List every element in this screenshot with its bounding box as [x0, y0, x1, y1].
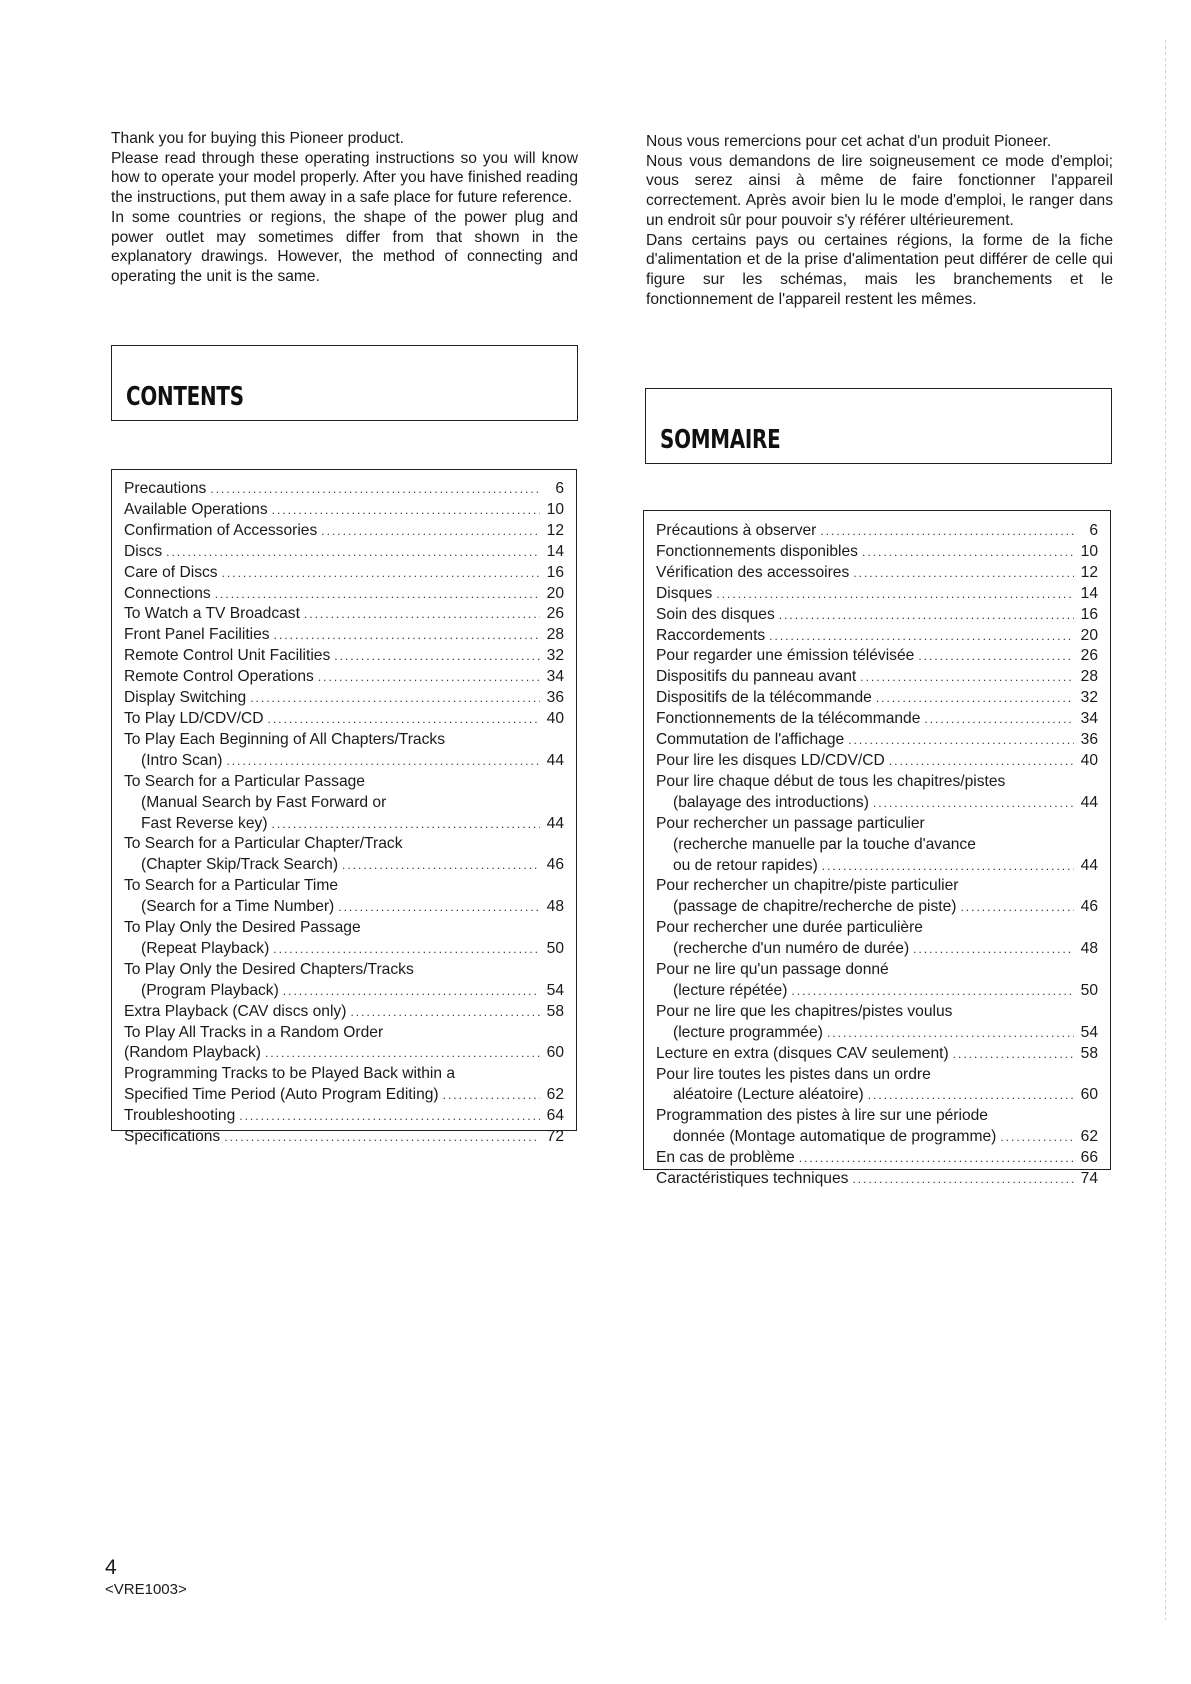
toc-entry-title: donnée (Montage automatique de programme) [673, 1128, 997, 1146]
toc-entry [124, 500, 564, 521]
toc-entry [124, 960, 564, 981]
toc-entry-page: 44 [546, 814, 564, 832]
toc-dot-leader [820, 522, 1074, 542]
toc-entry [124, 834, 564, 855]
toc-entry-page: 36 [546, 689, 564, 707]
contents-heading: CONTENTS [126, 382, 244, 412]
page-number: 4 [105, 1556, 117, 1579]
toc-entry [656, 772, 1098, 793]
intro-fr-paragraph: Dans certains pays ou certaines régions, la forme de la fiche d'alimentation et de la prise d'alimentation peut différer de celle qui figure sur les schémas, mais les branchements et le fonctionnement de l'appareil restent les mêmes. [646, 231, 1113, 308]
toc-entry [656, 1085, 1098, 1106]
toc-entry-title: Available Operations [124, 500, 268, 518]
toc-entry-title: Pour rechercher un chapitre/piste particulier [656, 877, 959, 895]
toc-entry [656, 814, 1098, 835]
toc-entry [656, 584, 1098, 605]
toc-dot-leader [166, 543, 540, 563]
toc-entry [656, 709, 1098, 730]
sommaire-heading-box [645, 388, 1112, 464]
toc-entry-title: Dispositifs de la télécommande [656, 689, 872, 707]
toc-dot-leader [265, 1044, 540, 1064]
toc-entry-page: 40 [546, 709, 564, 727]
toc-entry-page: 14 [1080, 584, 1098, 602]
toc-entry [656, 1127, 1098, 1148]
toc-entry-title: To Play LD/CDV/CD [124, 709, 264, 727]
toc-entry [656, 918, 1098, 939]
toc-entry-page: 46 [1080, 898, 1098, 916]
toc-entry-title: Care of Discs [124, 563, 218, 581]
toc-entry-page: 6 [1089, 522, 1098, 539]
toc-entry-page: 36 [1080, 731, 1098, 749]
toc-entry-title: Discs [124, 542, 163, 560]
toc-entry-title: Commutation de l'affichage [656, 731, 845, 749]
toc-dot-leader [304, 605, 540, 625]
toc-entry-title: Connections [124, 584, 211, 602]
toc-entry [656, 835, 1098, 856]
toc-entry [656, 1169, 1098, 1190]
toc-entry-page: 64 [546, 1107, 564, 1125]
toc-entry-title: To Search for a Particular Passage [124, 772, 365, 790]
toc-entry [124, 814, 564, 835]
toc-entry-title: (balayage des introductions) [673, 793, 869, 811]
toc-dot-leader [350, 1003, 540, 1023]
toc-dot-leader [960, 898, 1074, 918]
toc-entry-page: 62 [546, 1086, 564, 1104]
toc-entry-title: Front Panel Facilities [124, 626, 270, 644]
toc-entry [124, 667, 564, 688]
toc-entry-title: Fonctionnements disponibles [656, 542, 858, 560]
toc-dot-leader [827, 1024, 1074, 1044]
toc-entry [124, 1127, 564, 1148]
toc-entry-title: (passage de chapitre/recherche de piste) [673, 898, 957, 916]
toc-entry [656, 688, 1098, 709]
toc-entry [656, 667, 1098, 688]
toc-entry-page: 44 [1080, 856, 1098, 874]
toc-entry [656, 1044, 1098, 1065]
toc-entry [656, 1023, 1098, 1044]
toc-entry-title: Pour rechercher un passage particulier [656, 814, 925, 832]
toc-entry [124, 751, 564, 772]
toc-entry [124, 1085, 564, 1106]
document-code: <VRE1003> [105, 1581, 187, 1598]
toc-entry-page: 32 [546, 647, 564, 665]
toc-entry-title: To Search for a Particular Chapter/Track [124, 835, 403, 853]
toc-entry-page: 12 [546, 521, 564, 539]
toc-dot-leader [769, 627, 1074, 647]
toc-entry-title: Precautions [124, 480, 207, 497]
toc-entry [656, 751, 1098, 772]
toc-entry-page: 66 [1080, 1149, 1098, 1167]
toc-entry [124, 563, 564, 584]
sommaire-heading: SOMMAIRE [660, 425, 781, 455]
toc-entry-title: (lecture répétée) [673, 981, 788, 999]
toc-entry-title: Soin des disques [656, 605, 775, 623]
toc-entry-page: 60 [546, 1044, 564, 1062]
toc-entry-title: To Play Only the Desired Chapters/Tracks [124, 960, 414, 978]
toc-entry-title: (Search for a Time Number) [141, 898, 335, 916]
toc-entry [124, 730, 564, 751]
toc-dot-leader [338, 898, 540, 918]
toc-entry-title: aléatoire (Lecture aléatoire) [673, 1086, 864, 1104]
toc-entry-page: 14 [546, 542, 564, 560]
toc-entry-title: Fast Reverse key) [141, 814, 268, 832]
toc-entry [124, 521, 564, 542]
toc-entry-page: 34 [1080, 710, 1098, 728]
intro-en-paragraph: Thank you for buying this Pioneer product. [111, 130, 404, 147]
toc-dot-leader [321, 522, 540, 542]
toc-entry-title: (Random Playback) [124, 1044, 261, 1062]
toc-dot-leader [318, 668, 540, 688]
toc-entry-title: Fonctionnements de la télécommande [656, 710, 921, 728]
toc-entry-title: Caractéristiques techniques [656, 1170, 849, 1188]
toc-dot-leader [283, 982, 540, 1002]
toc-entry [124, 1106, 564, 1127]
toc-entry-title: (recherche manuelle par la touche d'avance [673, 835, 976, 853]
intro-english [111, 129, 578, 287]
toc-dot-leader [716, 585, 1074, 605]
toc-entry-page: 44 [1080, 793, 1098, 811]
page-edge-line [1165, 40, 1166, 1620]
toc-entry-page: 40 [1080, 751, 1098, 769]
toc-entry-title: Disques [656, 584, 713, 602]
toc-entry-page: 58 [546, 1002, 564, 1020]
toc-entry-title: To Play Each Beginning of All Chapters/Tracks [124, 730, 445, 748]
toc-entry-title: Raccordements [656, 626, 766, 644]
toc-entry [124, 855, 564, 876]
toc-entry [124, 709, 564, 730]
toc-dot-leader [853, 564, 1074, 584]
toc-entry [656, 563, 1098, 584]
toc-entry [656, 646, 1098, 667]
toc-entry [124, 646, 564, 667]
toc-entry [656, 1065, 1098, 1086]
toc-entry-title: (Chapter Skip/Track Search) [141, 856, 339, 874]
toc-entry-page: 74 [1080, 1170, 1098, 1188]
toc-entry-title: To Play All Tracks in a Random Order [124, 1023, 384, 1041]
toc-entry-page: 12 [1080, 563, 1098, 581]
toc-entry-page: 10 [1080, 542, 1098, 560]
toc-entry-title: Pour ne lire que les chapitres/pistes voulus [656, 1002, 953, 1020]
toc-entry-title: (lecture programmée) [673, 1023, 823, 1041]
toc-entry-title: Pour lire les disques LD/CDV/CD [656, 751, 885, 769]
toc-dot-leader [334, 647, 540, 667]
toc-entry-title: (recherche d'un numéro de durée) [673, 940, 910, 958]
toc-entry [124, 981, 564, 1002]
toc-entry-page: 44 [546, 751, 564, 769]
toc-english [111, 469, 577, 1146]
toc-entry [124, 1023, 564, 1044]
toc-entry-title: Specifications [124, 1128, 221, 1146]
toc-entry-page: 26 [1080, 647, 1098, 665]
toc-entry [656, 626, 1098, 647]
toc-entry-title: (Manual Search by Fast Forward or [141, 793, 387, 811]
toc-dot-leader [876, 689, 1074, 709]
toc-entry-page: 34 [546, 668, 564, 686]
intro-en-paragraph: Please read through these operating instructions so you will know how to operate your model properly. After you have finished reading the instructions, put them away in a safe place for future reference. [111, 149, 578, 207]
toc-entry-page: 10 [546, 500, 564, 518]
toc-dot-leader [848, 731, 1074, 751]
toc-entry [124, 897, 564, 918]
toc-entry-title: Confirmation of Accessories [124, 521, 318, 539]
toc-entry-page: 50 [546, 939, 564, 957]
toc-entry [124, 604, 564, 625]
toc-entry-title: Remote Control Unit Facilities [124, 647, 331, 665]
toc-entry [124, 688, 564, 709]
toc-dot-leader [273, 940, 540, 960]
toc-entry-page: 48 [1080, 940, 1098, 958]
toc-dot-leader [918, 647, 1074, 667]
intro-en-paragraph: In some countries or regions, the shape of the power plug and power outlet may sometimes differ from that shown in the explanatory drawings. However, the method of connecting and operating the unit is the same. [111, 208, 578, 285]
toc-dot-leader [1000, 1128, 1074, 1148]
toc-dot-leader [215, 585, 540, 605]
toc-dot-leader [913, 940, 1074, 960]
intro-fr-paragraph: Nous vous demandons de lire soigneusement ce mode d'emploi; vous serez ainsi à même de faire fonctionner l'appareil correctement. Après avoir bien lu le mode d'emploi, le ranger dans un endroit sûr pour pouvoir s'y référer ultérieurement. [646, 152, 1113, 229]
toc-entry-title: Display Switching [124, 689, 247, 707]
toc-dot-leader [862, 543, 1074, 563]
toc-entry-page: 28 [546, 626, 564, 644]
toc-entry-title: (Intro Scan) [141, 751, 223, 769]
toc-entry-title: Specified Time Period (Auto Program Editing) [124, 1086, 439, 1104]
toc-entry [656, 876, 1098, 897]
toc-entry-page: 26 [546, 605, 564, 623]
toc-entry-title: Extra Playback (CAV discs only) [124, 1002, 347, 1020]
toc-entry-title: To Play Only the Desired Passage [124, 919, 361, 937]
toc-entry-title: To Search for a Particular Time [124, 877, 339, 895]
toc-entry-title: Pour lire chaque début de tous les chapitres/pistes [656, 772, 1006, 790]
toc-dot-leader [274, 626, 540, 646]
toc-entry-page: 20 [1080, 626, 1098, 644]
toc-entry [656, 730, 1098, 751]
toc-entry-page: 46 [546, 856, 564, 874]
toc-entry [656, 542, 1098, 563]
toc-entry-title: Pour rechercher une durée particulière [656, 919, 923, 937]
toc-entry [656, 939, 1098, 960]
toc-dot-leader [924, 710, 1074, 730]
toc-entry [124, 876, 564, 897]
toc-entry-title: Programmation des pistes à lire sur une période [656, 1107, 988, 1125]
toc-entry [124, 939, 564, 960]
toc-entry-title: Pour ne lire qu'un passage donné [656, 961, 889, 979]
toc-entry [656, 856, 1098, 877]
toc-dot-leader [443, 1086, 540, 1106]
toc-entry [124, 625, 564, 646]
toc-entry [656, 793, 1098, 814]
toc-dot-leader [860, 668, 1074, 688]
toc-entry-page: 16 [546, 563, 564, 581]
toc-dot-leader [342, 856, 540, 876]
toc-entry [656, 981, 1098, 1002]
toc-entry-title: To Watch a TV Broadcast [124, 605, 300, 623]
toc-dot-leader [868, 1086, 1074, 1106]
toc-entry-page: 58 [1080, 1044, 1098, 1062]
toc-dot-leader [268, 710, 540, 730]
toc-entry [124, 1064, 564, 1085]
toc-entry-page: 50 [1080, 981, 1098, 999]
toc-entry [124, 793, 564, 814]
toc-dot-leader [272, 815, 540, 835]
toc-dot-leader [889, 752, 1074, 772]
toc-entry-title: Pour lire toutes les pistes dans un ordre [656, 1065, 931, 1083]
toc-entry-title: (Program Playback) [141, 981, 279, 999]
toc-dot-leader [799, 1149, 1074, 1169]
toc-entry-title: Remote Control Operations [124, 668, 314, 686]
page-footer [105, 1556, 187, 1600]
toc-dot-leader [226, 752, 540, 772]
toc-entry-title: Lecture en extra (disques CAV seulement) [656, 1044, 949, 1062]
toc-entry [656, 605, 1098, 626]
toc-dot-leader [210, 480, 540, 500]
toc-dot-leader [873, 794, 1074, 814]
intro-french [646, 132, 1113, 309]
toc-entry-page: 6 [555, 480, 564, 497]
toc-dot-leader [272, 501, 540, 521]
toc-entry-page: 16 [1080, 605, 1098, 623]
toc-entry-title: ou de retour rapides) [673, 856, 818, 874]
contents-heading-box [111, 345, 578, 421]
toc-dot-leader [852, 1170, 1074, 1190]
toc-entry-page: 48 [546, 898, 564, 916]
toc-entry-page: 20 [546, 584, 564, 602]
toc-entry-title: Dispositifs du panneau avant [656, 668, 857, 686]
toc-entry-page: 62 [1080, 1128, 1098, 1146]
toc-entry [124, 542, 564, 563]
toc-entry [656, 1002, 1098, 1023]
toc-entry [656, 1148, 1098, 1169]
toc-entry-title: Vérification des accessoires [656, 563, 850, 581]
toc-dot-leader [250, 689, 540, 709]
toc-entry [124, 1043, 564, 1064]
toc-dot-leader [222, 564, 540, 584]
toc-entry [124, 1002, 564, 1023]
intro-fr-paragraph: Nous vous remercions pour cet achat d'un produit Pioneer. [646, 133, 1052, 150]
toc-entry-title: (Repeat Playback) [141, 939, 270, 957]
toc-entry-page: 28 [1080, 668, 1098, 686]
toc-entry [656, 521, 1098, 542]
toc-entry [124, 918, 564, 939]
toc-entry-title: Précautions à observer [656, 522, 817, 539]
toc-entry-page: 32 [1080, 689, 1098, 707]
toc-dot-leader [953, 1045, 1074, 1065]
toc-entry [124, 584, 564, 605]
toc-entry-page: 72 [546, 1128, 564, 1146]
toc-dot-leader [822, 857, 1074, 877]
toc-entry-title: Troubleshooting [124, 1107, 236, 1125]
toc-entry-title: Programming Tracks to be Played Back within a [124, 1065, 456, 1083]
toc-entry-page: 60 [1080, 1086, 1098, 1104]
toc-entry [656, 960, 1098, 981]
toc-dot-leader [779, 606, 1074, 626]
toc-entry [656, 1106, 1098, 1127]
toc-dot-leader [791, 982, 1074, 1002]
toc-entry-page: 54 [546, 981, 564, 999]
toc-french [643, 510, 1111, 1188]
toc-entry-title: En cas de problème [656, 1149, 795, 1167]
toc-entry [124, 772, 564, 793]
toc-entry-page: 54 [1080, 1023, 1098, 1041]
toc-dot-leader [224, 1128, 540, 1148]
toc-dot-leader [239, 1107, 540, 1127]
toc-entry [656, 897, 1098, 918]
toc-entry [124, 479, 564, 500]
toc-entry-title: Pour regarder une émission télévisée [656, 647, 915, 665]
